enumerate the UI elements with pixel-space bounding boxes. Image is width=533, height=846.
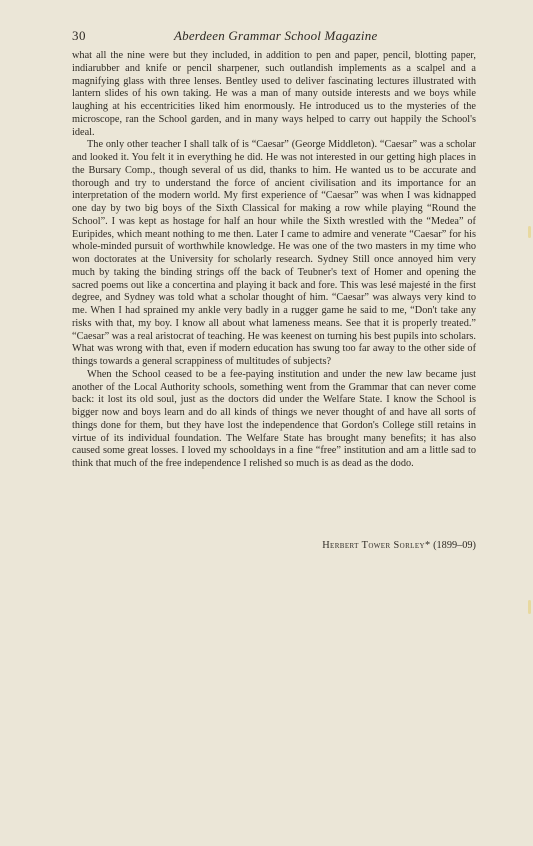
- paragraph-bentley: what all the nine were but they included, in addition to pen and paper, pencil, blotting paper, indiarubber and knife or pencil sharpener, such outlandish implements as a scalpel and a magnifying glass with three lenses. Bentley used to deliver fascinating lectures illustrated with lantern slides of his own taking. He was a man of many outside interests and we boys while laughing at his eccentricities liked him enormously. He introduced us to the mysteries of the microscope, ran the School garden, and in many ways helped to carry out happily the School's ideal.: [72, 50, 476, 138]
- page-header: [72, 28, 476, 44]
- author-years: (1899–09): [433, 540, 476, 551]
- article-body: [72, 50, 476, 471]
- paragraph-welfare-state: When the School ceased to be a fee-paying institution and under the new law became just another of the Local Authority schools, something went from the Grammar that can never come back: it lost its old soul, just as the doctors did under the Welfare State. I know the School is bigger now and boys learn and do all kinds of things we never thought of and have all sorts of things done for them, but they have lost the independence that Gordon's College still retains in virtue of its individual foundation. The Welfare State has brought many benefits; it has also caused some great losses. I loved my schooldays in a fine “free” institution and am a little sad to think that much of the free independence I relished so much is as dead as the dodo.: [72, 368, 476, 469]
- page-edge-tab: [528, 226, 531, 238]
- author-name: Herbert Tower Sorley*: [322, 540, 431, 551]
- page-number: 30: [72, 28, 86, 43]
- author-signature: [72, 539, 476, 552]
- paragraph-caesar: The only other teacher I shall talk of is “Caesar” (George Middleton). “Caesar” was a scholar and looked it. You felt it in everything he did. He was not interested in our getting high places in the Bursary Comp., though several of us did, thanks to him. He wanted us to be accurate and thorough and try to understand the force of ancient civilisation and its importance for an interpretation of the modern world. My first experience of “Caesar” was when I was kidnapped one day by two big boys of the Sixth Classical for making a row while playing “Round the School”. I was kept as hostage for half an hour while the Sixth wrestled with the “Medea” of Euripides, which meant nothing to me then. Later I came to admire and venerate “Caesar” for his whole-minded pursuit of worthwhile knowledge. He was one of the two masters in my time who won doctorates at the University for scholarly research. Sydney Still once annoyed him very much by taking the binding strings off the back of Teubner's text of Homer and opening the sacred poems out like a concertina and playing it back and fore. This was lesé majesté in the first degree, and Sydney was told what a scholar thought of him. “Caesar” was always very kind to me. When I had sprained my ankle very badly in a rugger game he said to me, “Don't take any risks with that, my boy. I know all about what lameness means. See that it is properly treated.” “Caesar” was a real aristocrat of teaching. He was keenest on turning his best pupils into scholars. What was wrong with that, even if modern education has swung too far away to the other side of things towards a general scrappiness of multitudes of subjects?: [72, 139, 476, 367]
- page-edge-tab: [528, 600, 531, 614]
- running-title: Aberdeen Grammar School Magazine: [174, 28, 378, 43]
